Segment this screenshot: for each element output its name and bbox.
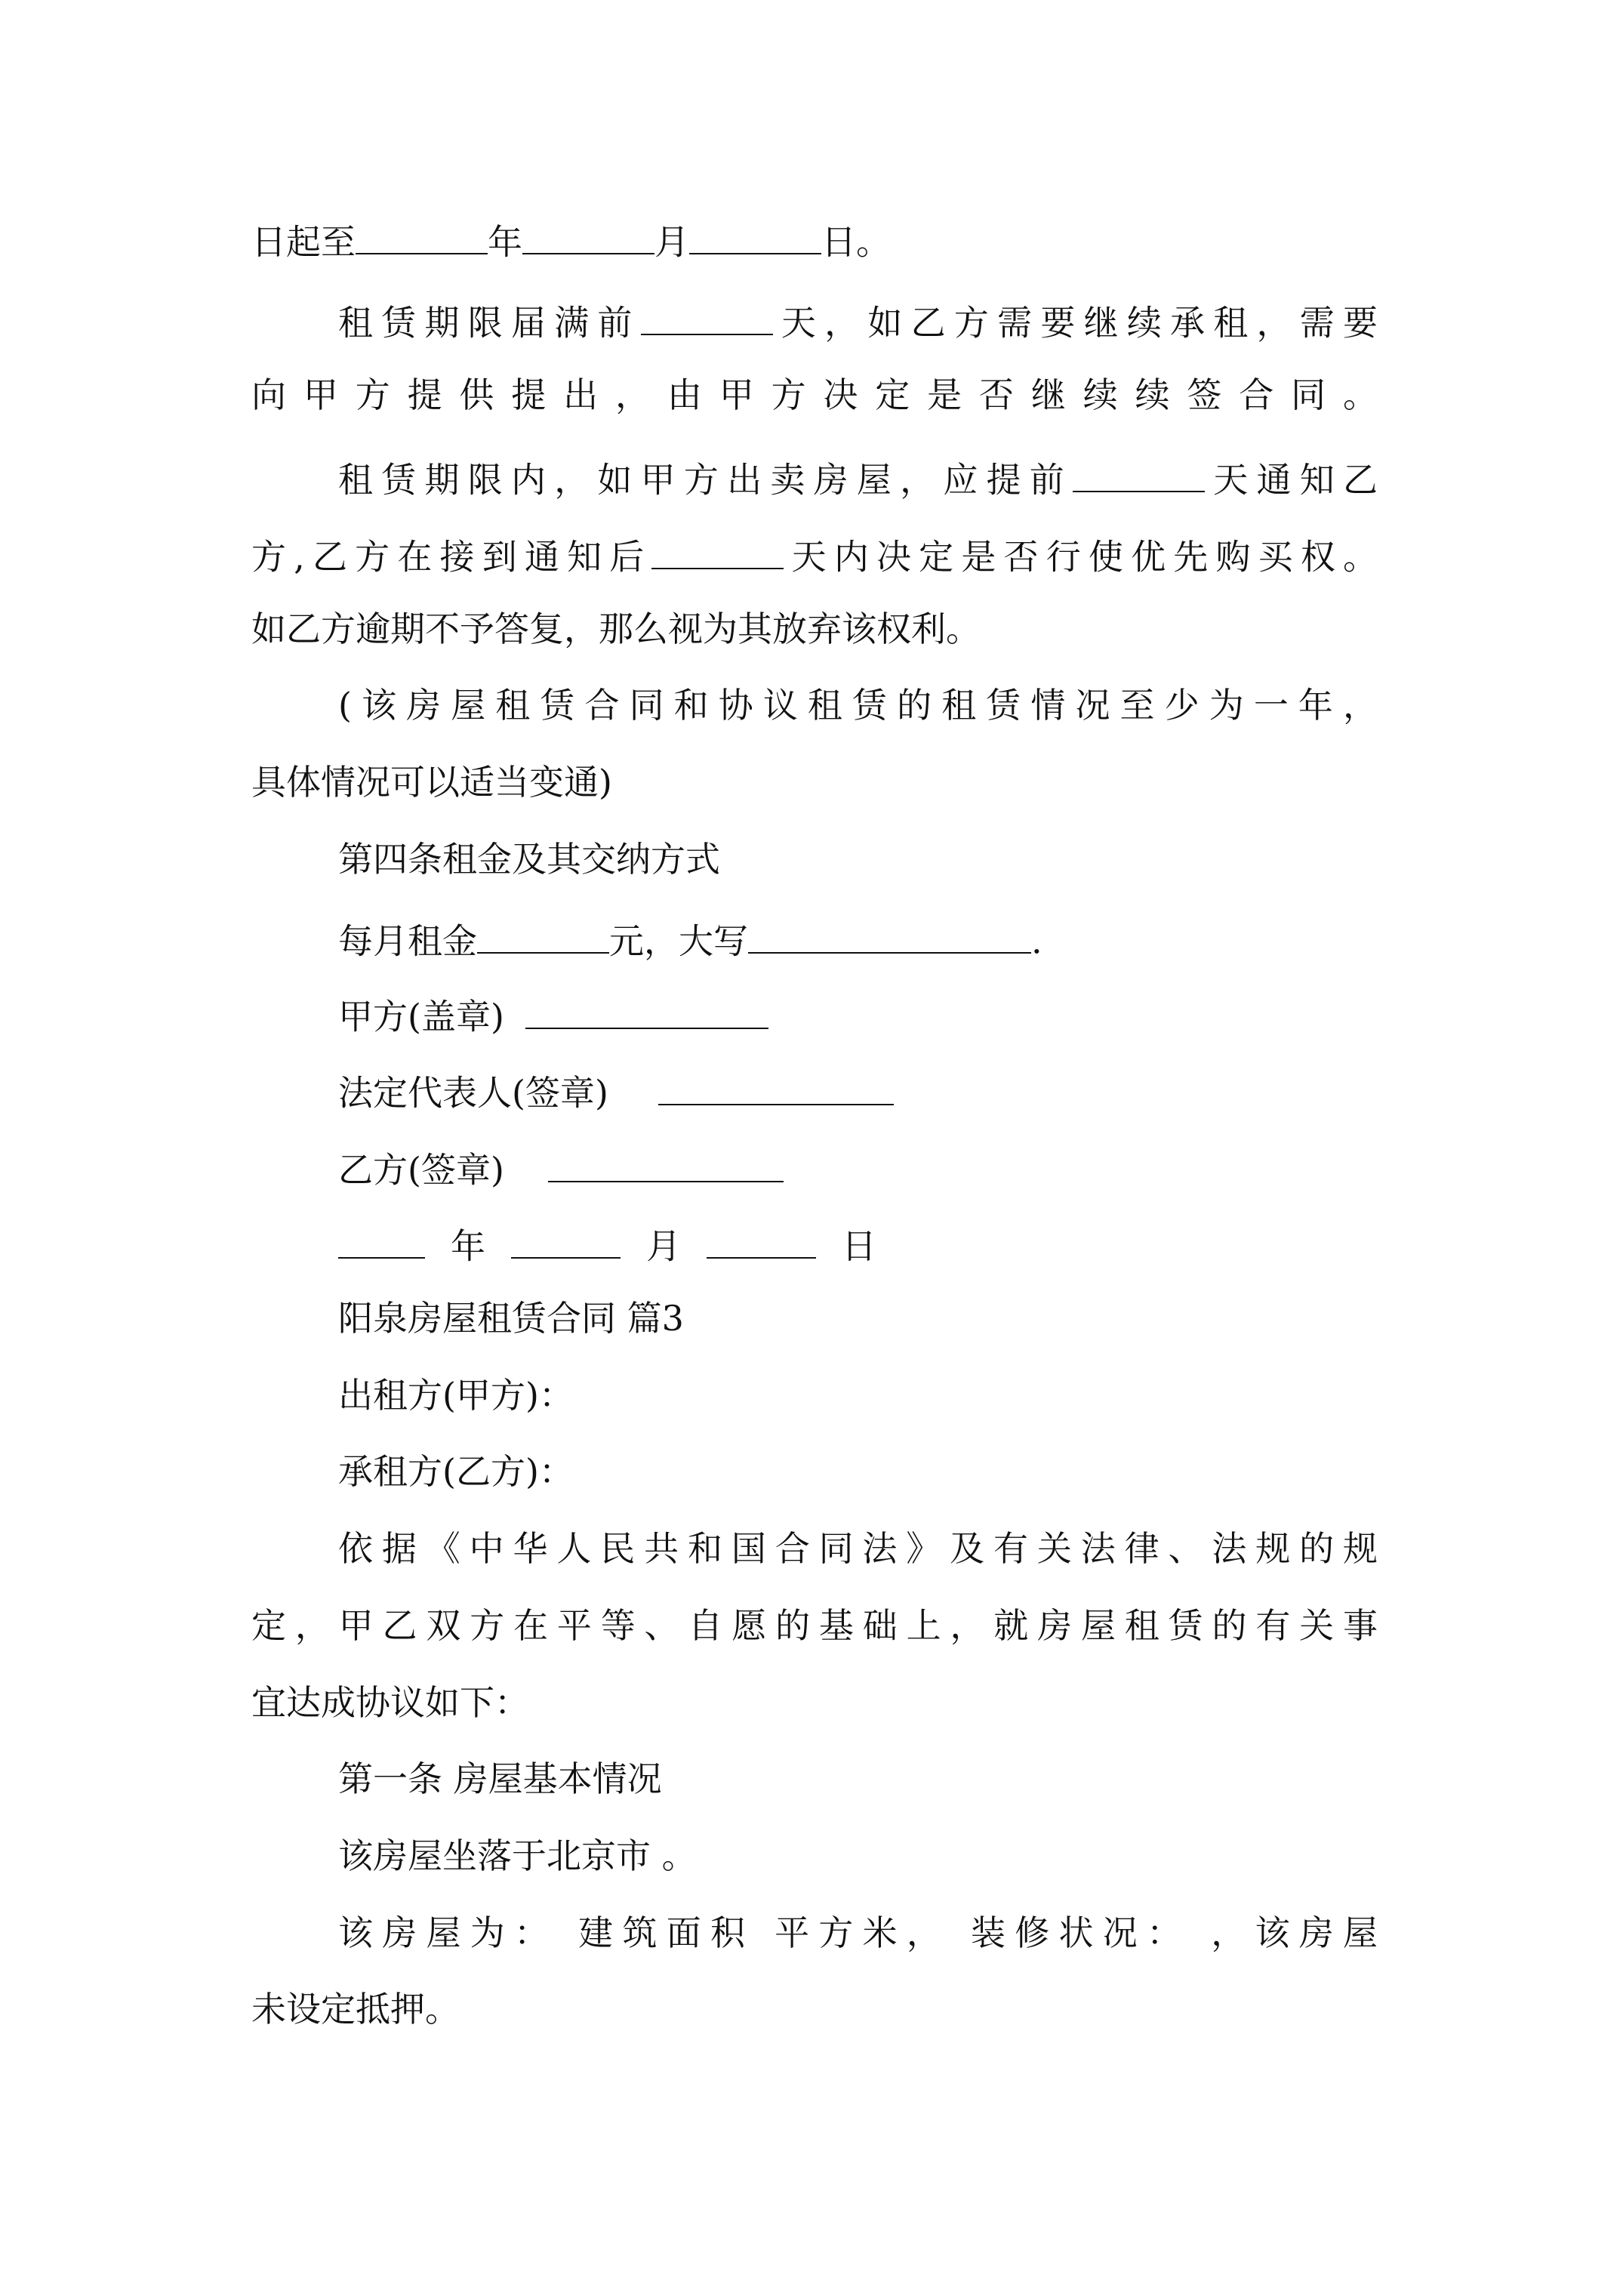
text-segment: 元，大写 [609, 920, 748, 962]
party-lessee: 承租方(乙方)： [338, 1451, 574, 1492]
text-segment: 天内决定是否行使优先购买权。 [784, 536, 1378, 578]
text-segment: 租赁期限内，如甲方出卖房屋，应提前 [338, 459, 1073, 501]
blank-field-year[interactable] [356, 220, 488, 254]
text-segment: 月 [654, 221, 689, 263]
text-segment: . [1031, 920, 1042, 962]
text-segment: 天，如乙方需要继续承租，需要 [772, 302, 1378, 344]
paragraph-property-details: 该房屋为： 建筑面积 平方米， 装修状况： ，该房屋 [338, 1912, 1378, 1953]
blank-field-rent-uppercase[interactable] [748, 919, 1031, 954]
text-segment: 每月租金 [338, 920, 477, 962]
text-segment: 日起至 [251, 221, 356, 263]
blank-field-day[interactable] [689, 220, 821, 254]
text-segment: 日 [842, 1225, 876, 1267]
text-segment: 年 [488, 221, 522, 263]
paragraph-line: 宜达成协议如下： [251, 1682, 529, 1723]
paragraph-line: 定，甲乙双方在平等、自愿的基础上，就房屋租赁的有关事 [251, 1605, 1378, 1646]
blank-field-days[interactable] [651, 535, 784, 569]
text-segment: 月 [646, 1225, 681, 1267]
blank-field-party-b-signature[interactable] [548, 1148, 784, 1182]
signature-party-a [338, 994, 1378, 1037]
text-segment: 租赁期限届满前 [338, 302, 641, 344]
paragraph-basis: 依据《中华人民共和国合同法》及有关法律、法规的规 [338, 1528, 1378, 1569]
blank-field-party-a-seal[interactable] [525, 994, 768, 1029]
paragraph-lease-end-date [251, 220, 1378, 263]
blank-field-day[interactable] [707, 1224, 816, 1259]
text-segment: 年 [451, 1225, 485, 1267]
section-heading-basic-info: 第一条 房屋基本情况 [338, 1758, 662, 1799]
paragraph-location: 该房屋坐落于北京市 。 [338, 1835, 697, 1876]
blank-field-month[interactable] [522, 220, 654, 254]
paragraph-line: 如乙方逾期不予答复，那么视为其放弃该权利。 [251, 609, 981, 649]
signature-party-b [338, 1148, 1378, 1191]
signature-legal-rep [338, 1071, 1378, 1114]
label-legal-representative: 法定代表人(签章) [338, 1072, 608, 1114]
paragraph-note: (该房屋租赁合同和协议租赁的租赁情况至少为一年， [338, 685, 1378, 726]
blank-field-legal-representative[interactable] [658, 1071, 894, 1105]
label-party-b-signature: 乙方(签章) [338, 1149, 504, 1191]
paragraph-renewal-notice [338, 300, 1378, 344]
paragraph-sale-notice [338, 458, 1378, 501]
party-lessor: 出租方(甲方)： [338, 1375, 574, 1416]
section-heading-rent: 第四条租金及其交纳方式 [338, 839, 720, 880]
text-segment: 方,乙方在接到通知后 [251, 536, 652, 578]
text-segment: 日。 [821, 221, 891, 263]
signature-date [338, 1224, 1378, 1267]
paragraph-line: 向甲方提供提出，由甲方决定是否继续续签合同。 [251, 374, 1378, 415]
paragraph-line: 未设定抵押。 [251, 1989, 460, 2029]
paragraph-line: 具体情况可以适当变通) [251, 762, 612, 803]
contract-title: 阳泉房屋租赁合同 篇3 [338, 1298, 684, 1339]
text-segment: 天通知乙 [1205, 459, 1378, 501]
label-party-a-seal: 甲方(盖章) [338, 996, 504, 1037]
blank-field-days[interactable] [641, 300, 773, 335]
paragraph-line [251, 535, 1378, 578]
blank-field-month[interactable] [511, 1224, 621, 1259]
paragraph-monthly-rent [338, 919, 1378, 962]
blank-field-year[interactable] [338, 1224, 425, 1259]
blank-field-rent-amount[interactable] [477, 919, 609, 954]
blank-field-days[interactable] [1073, 458, 1205, 492]
